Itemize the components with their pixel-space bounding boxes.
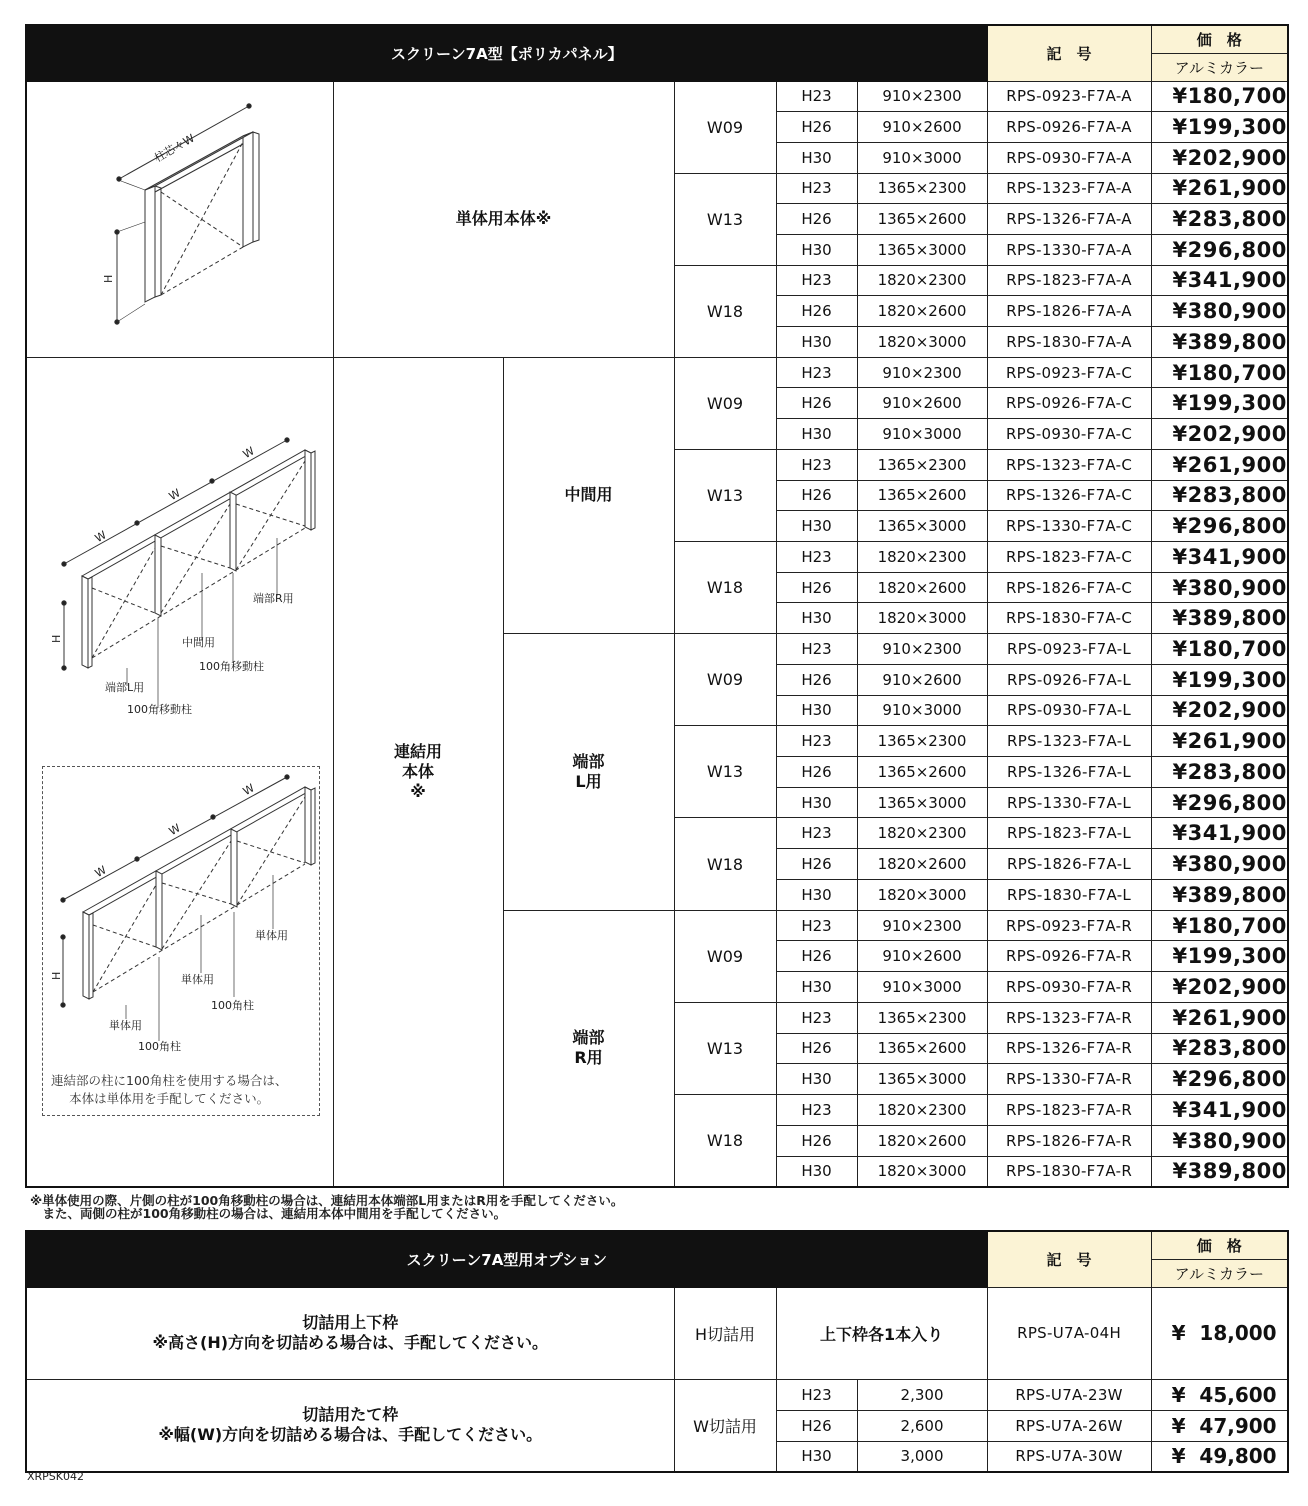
size-value: 1365×3000 [857,787,987,818]
w-trim-h: H30 [776,1441,857,1472]
width-code: W18 [674,818,776,910]
w-label-1: W [92,528,109,545]
h-trim-price-value: 18,000 [1199,1321,1277,1345]
price-value: ¥202,900 [1151,419,1288,450]
h-trim-code: RPS-U7A-04H [987,1287,1151,1379]
size-value: 910×3000 [857,142,987,173]
box-note [51,1072,287,1108]
price-value: ¥199,300 [1151,941,1288,972]
linked-movable-diagram [27,358,332,758]
size-value: 1820×2600 [857,1125,987,1156]
option-price-header: 価 格 [1151,1231,1288,1259]
size-value: 910×3000 [857,419,987,450]
footnote [30,1194,623,1220]
height-code: H23 [776,1094,857,1125]
w-trim-h: H26 [776,1410,857,1441]
height-label: H [102,274,115,284]
height-code: H26 [776,664,857,695]
price-value: ¥199,300 [1151,388,1288,419]
option-code-header: 記 号 [987,1231,1151,1287]
product-code: RPS-1330-F7A-A [987,234,1151,265]
w-trim-price-value: 49,800 [1199,1444,1277,1469]
movable-post-label-2: 100角移動柱 [127,702,192,716]
w-trim-yen: ¥ [1171,1413,1186,1438]
price-value: ¥261,900 [1151,1002,1288,1033]
price-value: ¥202,900 [1151,972,1288,1003]
height-code: H30 [776,603,857,634]
size-value: 1820×2600 [857,572,987,603]
w-trim-code: RPS-U7A-26W [987,1410,1151,1441]
height-code: H30 [776,1064,857,1095]
price-value: ¥389,800 [1151,603,1288,634]
product-code: RPS-1326-F7A-L [987,757,1151,788]
height-code: H30 [776,879,857,910]
product-code: RPS-1830-F7A-C [987,603,1151,634]
height-code: H30 [776,695,857,726]
width-label: 柱芯々W [152,131,197,165]
size-value: 910×2300 [857,910,987,941]
w-trim-code: RPS-U7A-23W [987,1379,1151,1410]
height-code: H23 [776,357,857,388]
end-l-label-line: 端部 [572,751,605,771]
end-r-label-line: R用 [574,1048,603,1068]
option-title: スクリーン7A型用オプション [26,1231,987,1287]
price-value: ¥341,900 [1151,1094,1288,1125]
price-value: ¥296,800 [1151,511,1288,542]
price-value: ¥199,300 [1151,664,1288,695]
size-value: 910×2600 [857,112,987,143]
size-value: 1365×2600 [857,757,987,788]
height-code: H26 [776,572,857,603]
w-trim-yen: ¥ [1171,1382,1186,1407]
price-value: ¥283,800 [1151,204,1288,235]
h-trim-note: ※高さ(H)方向を切詰める場合は、手配してください。 [152,1333,549,1352]
product-code: RPS-1823-F7A-A [987,265,1151,296]
linked-unit-label-line: 連結用 [393,741,442,761]
price-value: ¥261,900 [1151,173,1288,204]
linked-unit-label-line: ※ [410,781,426,801]
size-value: 910×2300 [857,81,987,112]
height-code: H30 [776,142,857,173]
size-value: 1365×2600 [857,480,987,511]
w-label-2: W [166,821,183,838]
height-code: H26 [776,1033,857,1064]
price-value: ¥180,700 [1151,357,1288,388]
price-value: ¥199,300 [1151,112,1288,143]
w-trim-h: H23 [776,1379,857,1410]
width-code: W13 [674,173,776,265]
product-code: RPS-0930-F7A-C [987,419,1151,450]
size-value: 1820×3000 [857,879,987,910]
end-r-label [503,910,674,1187]
height-code: H23 [776,634,857,665]
height-code: H30 [776,327,857,358]
table-row [26,81,1288,112]
height-code: H26 [776,1125,857,1156]
height-code: H23 [776,726,857,757]
width-code: W09 [674,910,776,1002]
w-trim-type: W切詰用 [674,1379,776,1472]
product-code: RPS-1326-F7A-A [987,204,1151,235]
size-value: 1820×2300 [857,541,987,572]
h-trim-name: 切詰用上下枠 [302,1313,399,1332]
product-code: RPS-1326-F7A-C [987,480,1151,511]
price-value: ¥380,900 [1151,1125,1288,1156]
footnote-line-1: ※単体使用の際、片側の柱が100角移動柱の場合は、連結用本体端部L用またはR用を手配してください。 [30,1193,624,1208]
end-l-label [503,634,674,911]
price-value: ¥283,800 [1151,757,1288,788]
height-code: H30 [776,511,857,542]
movable-post-label-1: 100角移動柱 [199,659,264,673]
single-screen-diagram [27,82,332,356]
price-value: ¥283,800 [1151,1033,1288,1064]
width-code: W13 [674,726,776,818]
height-code: H26 [776,757,857,788]
product-code: RPS-1826-F7A-R [987,1125,1151,1156]
price-value: ¥389,800 [1151,1156,1288,1187]
box-note-line-1: 連結部の柱に100角柱を使用する場合は、 [51,1072,288,1088]
size-value: 910×2300 [857,634,987,665]
height-code: H26 [776,296,857,327]
product-code: RPS-0923-F7A-L [987,634,1151,665]
product-code: RPS-1823-F7A-R [987,1094,1151,1125]
single-unit-label: 単体用本体※ [333,81,674,357]
end-l-label-line: L用 [575,771,602,791]
product-code: RPS-0926-F7A-A [987,112,1151,143]
table-title: スクリーン7A型【ポリカパネル】 [26,25,987,81]
price-value: ¥283,800 [1151,480,1288,511]
height-code: H23 [776,541,857,572]
w-trim-size: 3,000 [857,1441,987,1472]
price-value: ¥296,800 [1151,787,1288,818]
height-code: H30 [776,1156,857,1187]
product-code: RPS-0926-F7A-L [987,664,1151,695]
size-value: 1820×2600 [857,296,987,327]
price-value: ¥180,700 [1151,910,1288,941]
size-value: 1820×2300 [857,818,987,849]
size-value: 1365×2600 [857,1033,987,1064]
product-code: RPS-1326-F7A-R [987,1033,1151,1064]
product-code: RPS-0930-F7A-L [987,695,1151,726]
height-code: H23 [776,265,857,296]
h-label: H [50,971,63,980]
w-label-2: W [166,486,183,503]
price-value: ¥296,800 [1151,1064,1288,1095]
height-code: H23 [776,818,857,849]
middle-label [503,357,674,633]
height-code: H26 [776,480,857,511]
price-value: ¥202,900 [1151,142,1288,173]
linked-unit-label-line: 本体 [401,761,434,781]
height-code: H30 [776,972,857,1003]
width-code: W18 [674,541,776,633]
product-code: RPS-1830-F7A-L [987,879,1151,910]
linked-diagram-cell [26,357,333,1187]
height-code: H30 [776,234,857,265]
width-code: W09 [674,357,776,449]
size-value: 910×2600 [857,664,987,695]
product-code: RPS-0923-F7A-C [987,357,1151,388]
size-value: 1820×2300 [857,265,987,296]
height-code: H23 [776,173,857,204]
middle-label: 中間用 [182,635,215,649]
height-code: H26 [776,204,857,235]
h-trim-frame-desc [26,1287,674,1379]
price-value: ¥180,700 [1151,634,1288,665]
size-value: 1365×3000 [857,511,987,542]
price-value: ¥180,700 [1151,81,1288,112]
width-code: W13 [674,449,776,541]
h-trim-yen: ¥ [1171,1321,1186,1345]
product-code: RPS-1826-F7A-A [987,296,1151,327]
w-label-3: W [240,781,257,798]
product-code: RPS-1830-F7A-A [987,327,1151,358]
w-trim-price-value: 47,900 [1199,1413,1277,1438]
product-code: RPS-0926-F7A-R [987,941,1151,972]
w-trim-yen: ¥ [1171,1444,1186,1469]
w-trim-frame-desc [26,1379,674,1472]
option-price-table [25,1230,1289,1473]
code-header: 記 号 [987,25,1151,81]
price-value: ¥389,800 [1151,879,1288,910]
price-value: ¥202,900 [1151,695,1288,726]
price-value: ¥261,900 [1151,449,1288,480]
size-value: 1820×3000 [857,1156,987,1187]
post-label-1: 100角柱 [211,998,254,1012]
height-code: H23 [776,1002,857,1033]
single-label-2: 単体用 [181,972,214,986]
price-value: ¥380,900 [1151,572,1288,603]
end-r-label-line: 端部 [572,1028,605,1048]
product-code: RPS-1330-F7A-C [987,511,1151,542]
height-code: H26 [776,388,857,419]
price-value: ¥341,900 [1151,818,1288,849]
w-trim-code: RPS-U7A-30W [987,1441,1151,1472]
single-label-1: 単体用 [255,928,288,942]
size-value: 1820×3000 [857,327,987,358]
product-code: RPS-1830-F7A-R [987,1156,1151,1187]
w-trim-size: 2,300 [857,1379,987,1410]
price-value: ¥380,900 [1151,296,1288,327]
w-trim-price-value: 45,600 [1199,1382,1277,1407]
product-code: RPS-0930-F7A-A [987,142,1151,173]
w-trim-name: 切詰用たて枠 [302,1405,399,1425]
h-trim-type: H切詰用 [674,1287,776,1379]
width-code: W18 [674,265,776,357]
price-value: ¥261,900 [1151,726,1288,757]
size-value: 910×2600 [857,941,987,972]
w-trim-price [1151,1410,1288,1441]
product-code: RPS-1323-F7A-R [987,1002,1151,1033]
h-trim-price [1151,1287,1288,1379]
end-l-label: 端部L用 [105,680,145,694]
w-label-3: W [240,444,257,461]
w-trim-price [1151,1441,1288,1472]
size-value: 1365×3000 [857,234,987,265]
price-header: 価 格 [1151,25,1288,53]
product-code: RPS-0923-F7A-R [987,910,1151,941]
height-code: H23 [776,81,857,112]
h-trim-spec: 上下枠各1本入り [776,1287,987,1379]
product-code: RPS-1823-F7A-C [987,541,1151,572]
post-label-2: 100角柱 [138,1039,181,1053]
width-code: W13 [674,1002,776,1094]
height-code: H23 [776,910,857,941]
size-value: 1820×2600 [857,849,987,880]
width-code: W09 [674,634,776,726]
box-note-line-2: 本体は単体用を手配してください。 [69,1090,270,1106]
w-label-1: W [92,863,109,880]
price-value: ¥389,800 [1151,327,1288,358]
size-value: 910×2300 [857,357,987,388]
size-value: 1365×2300 [857,173,987,204]
product-code: RPS-1323-F7A-A [987,173,1151,204]
price-value: ¥341,900 [1151,541,1288,572]
w-trim-size: 2,600 [857,1410,987,1441]
color-header: アルミカラー [1151,53,1288,81]
product-code: RPS-1826-F7A-C [987,572,1151,603]
linked-unit-label [333,357,503,1187]
table-row [26,357,1288,388]
price-value: ¥296,800 [1151,234,1288,265]
size-value: 910×3000 [857,972,987,1003]
single-diagram-cell [26,81,333,357]
middle-label-line: 中間用 [564,485,613,505]
product-code: RPS-0930-F7A-R [987,972,1151,1003]
size-value: 1365×2300 [857,726,987,757]
linked-diagrams [27,358,332,1186]
height-code: H23 [776,449,857,480]
height-code: H30 [776,419,857,450]
product-code: RPS-1330-F7A-R [987,1064,1151,1095]
footnote-line-2: また、両側の柱が100角移動柱の場合は、連結用本体中間用を手配してください。 [30,1206,507,1221]
size-value: 1365×2300 [857,449,987,480]
height-code: H26 [776,849,857,880]
height-code: H26 [776,941,857,972]
width-code: W18 [674,1094,776,1186]
size-value: 1820×2300 [857,1094,987,1125]
product-code: RPS-0923-F7A-A [987,81,1151,112]
product-code: RPS-1323-F7A-C [987,449,1151,480]
width-code: W09 [674,81,776,173]
price-value: ¥380,900 [1151,849,1288,880]
height-code: H26 [776,112,857,143]
option-color-header: アルミカラー [1151,1259,1288,1287]
product-code: RPS-1823-F7A-L [987,818,1151,849]
price-value: ¥341,900 [1151,265,1288,296]
main-price-table [25,24,1289,1188]
single-label-3: 単体用 [109,1018,142,1032]
product-code: RPS-1826-F7A-L [987,849,1151,880]
height-code: H30 [776,787,857,818]
hundred-post-box [42,766,320,1116]
h-label: H [50,634,63,643]
size-value: 1365×2600 [857,204,987,235]
size-value: 910×3000 [857,695,987,726]
product-code: RPS-1330-F7A-L [987,787,1151,818]
w-trim-price [1151,1379,1288,1410]
end-r-label: 端部R用 [253,591,294,605]
w-trim-note: ※幅(W)方向を切詰める場合は、手配してください。 [158,1425,543,1445]
linked-fixed-post-diagram [43,767,319,1067]
product-code: RPS-0926-F7A-C [987,388,1151,419]
size-value: 910×2600 [857,388,987,419]
product-code: RPS-1323-F7A-L [987,726,1151,757]
doc-code: XRPSK042 [27,1470,85,1483]
size-value: 1365×2300 [857,1002,987,1033]
size-value: 1820×3000 [857,603,987,634]
size-value: 1365×3000 [857,1064,987,1095]
